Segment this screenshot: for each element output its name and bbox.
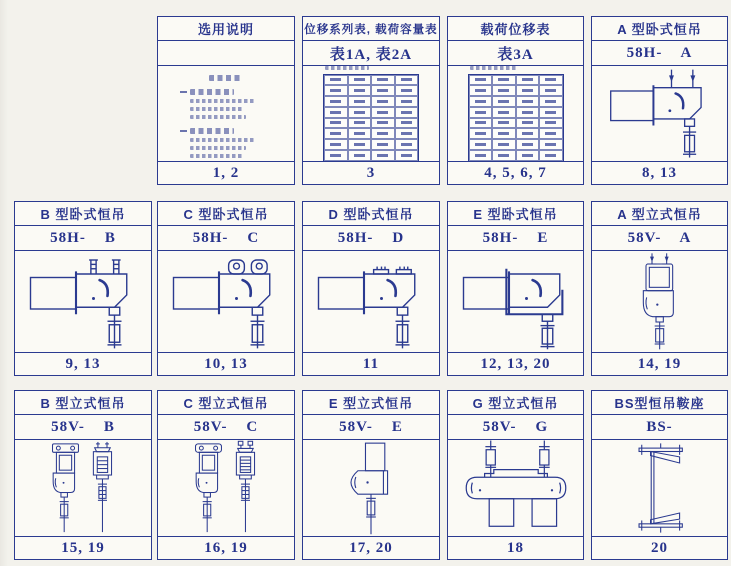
panel-title: C 型立式恒吊 xyxy=(158,391,294,415)
panel-body xyxy=(303,251,439,352)
illegible-notes-text xyxy=(158,69,294,158)
panel-subtitle: 58V- G xyxy=(448,415,583,440)
panel-58v-g xyxy=(447,390,584,560)
hanger-diagram-horizontal-a xyxy=(601,68,719,160)
panel-footer-pages: 12, 13, 20 xyxy=(448,352,583,375)
panel-subtitle xyxy=(158,41,294,66)
panel-body xyxy=(303,66,439,161)
panel-footer-pages: 16, 19 xyxy=(158,536,294,559)
panel-body xyxy=(158,440,294,536)
panel-58h-d xyxy=(302,201,440,376)
hanger-diagram-vertical-a xyxy=(629,252,691,352)
panel-footer-pages: 4, 5, 6, 7 xyxy=(448,161,583,184)
panel-58h-a xyxy=(591,16,728,185)
panel-body xyxy=(592,66,727,161)
panel-subtitle: 58H- B xyxy=(15,226,151,251)
panel-body xyxy=(158,66,294,161)
panel-subtitle: 58V- E xyxy=(303,415,439,440)
hanger-diagram-horizontal-d xyxy=(310,253,432,351)
panel-58v-c xyxy=(157,390,295,560)
panel-selection-notes xyxy=(157,16,295,185)
mini-table-figure xyxy=(323,66,419,161)
panel-footer-pages: 14, 19 xyxy=(592,352,727,375)
panel-bs-saddle xyxy=(591,390,728,560)
panel-title: B 型卧式恒吊 xyxy=(15,202,151,226)
panel-footer-pages: 9, 13 xyxy=(15,352,151,375)
panel-body xyxy=(448,66,583,161)
mini-table-grid xyxy=(323,74,419,162)
panel-58v-b xyxy=(14,390,152,560)
panel-title: E 型立式恒吊 xyxy=(303,391,439,415)
panel-body xyxy=(448,440,583,536)
panel-footer-pages: 17, 20 xyxy=(303,536,439,559)
panel-title: 选用说明 xyxy=(158,17,294,41)
hanger-diagram-vertical-c xyxy=(180,440,272,536)
panel-body xyxy=(592,251,727,352)
panel-subtitle: 58H- E xyxy=(448,226,583,251)
panel-title: B 型立式恒吊 xyxy=(15,391,151,415)
panel-title: 载荷位移表 xyxy=(448,17,583,41)
panel-footer-pages: 3 xyxy=(303,161,439,184)
hanger-diagram-horizontal-c xyxy=(165,253,287,351)
panel-subtitle: 58H- D xyxy=(303,226,439,251)
hanger-diagram-vertical-g xyxy=(457,440,575,536)
mini-table-figure xyxy=(468,66,564,161)
panel-title: D 型卧式恒吊 xyxy=(303,202,439,226)
panel-footer-pages: 10, 13 xyxy=(158,352,294,375)
panel-footer-pages: 18 xyxy=(448,536,583,559)
panel-title: 位移系列表, 载荷容量表 xyxy=(303,17,439,41)
panel-title: E 型卧式恒吊 xyxy=(448,202,583,226)
panel-body xyxy=(15,251,151,352)
panel-58h-e xyxy=(447,201,584,376)
panel-subtitle: BS- xyxy=(592,415,727,440)
panel-title: C 型卧式恒吊 xyxy=(158,202,294,226)
panel-subtitle: 58H- C xyxy=(158,226,294,251)
panel-title: G 型立式恒吊 xyxy=(448,391,583,415)
panel-body xyxy=(448,251,583,352)
mini-table-grid xyxy=(468,74,564,162)
panel-subtitle: 58V- A xyxy=(592,226,727,251)
panel-body xyxy=(592,440,727,536)
panel-title: A 型立式恒吊 xyxy=(592,202,727,226)
panel-footer-pages: 1, 2 xyxy=(158,161,294,184)
panel-subtitle: 58V- C xyxy=(158,415,294,440)
panel-subtitle: 58H- A xyxy=(592,41,727,66)
panel-footer-pages: 11 xyxy=(303,352,439,375)
panel-body xyxy=(15,440,151,536)
panel-footer-pages: 8, 13 xyxy=(592,161,727,184)
panel-body xyxy=(303,440,439,536)
hanger-diagram-horizontal-e xyxy=(455,253,577,351)
table-caption-placeholder xyxy=(325,66,369,70)
panel-58v-a xyxy=(591,201,728,376)
panel-subtitle: 58V- B xyxy=(15,415,151,440)
hanger-diagram-horizontal-b xyxy=(22,253,144,351)
saddle-diagram-bs xyxy=(626,440,694,536)
panel-subtitle: 表3A xyxy=(448,41,583,66)
panel-title: BS型恒吊鞍座 xyxy=(592,391,727,415)
panel-body xyxy=(158,251,294,352)
panel-load-displacement-table xyxy=(447,16,584,185)
panel-58h-c xyxy=(157,201,295,376)
panel-58h-b xyxy=(14,201,152,376)
hanger-diagram-vertical-e xyxy=(336,440,406,536)
panel-displacement-series-table xyxy=(302,16,440,185)
panel-title: A 型卧式恒吊 xyxy=(592,17,727,41)
table-caption-placeholder xyxy=(470,66,518,70)
panel-subtitle: 表1A, 表2A xyxy=(303,41,439,66)
hanger-diagram-vertical-b xyxy=(37,440,129,536)
panel-footer-pages: 20 xyxy=(592,536,727,559)
panel-58v-e xyxy=(302,390,440,560)
panel-footer-pages: 15, 19 xyxy=(15,536,151,559)
